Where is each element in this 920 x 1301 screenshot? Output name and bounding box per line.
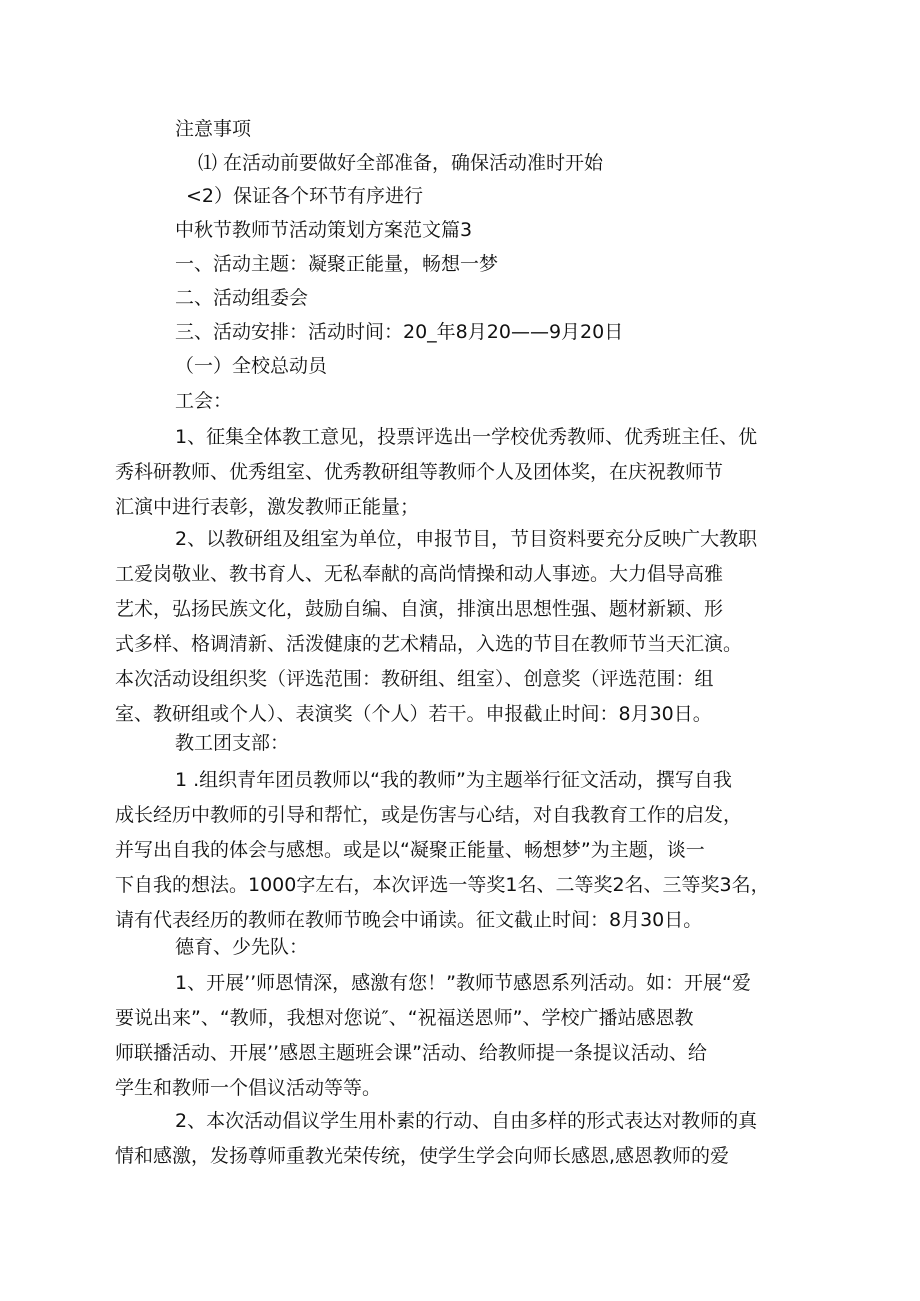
paragraph-line: 2、以教研组及组室为单位，申报节目，节目资料要充分反映广大教职 — [175, 528, 758, 550]
paragraph-line: 1 .组织青年团员教师以“我的教师”为主题举行征文活动，撰写自我 — [175, 769, 732, 791]
item-committee: 二、活动组委会 — [175, 287, 309, 309]
paragraph-line: 艺术，弘扬民族文化，鼓励自编、自演，排演出思想性强、题材新颖、形 — [115, 598, 724, 620]
note-2: <2）保证各个环节有序进行 — [186, 185, 424, 207]
moral-paragraph-2 — [115, 1104, 785, 1174]
paragraph-line: 汇演中进行表彰，激发教师正能量； — [115, 496, 420, 518]
paragraph-line: 工爱岗敬业、教书育人、无私奉献的高尚情操和动人事迹。大力倡导高雅 — [115, 563, 724, 585]
league-paragraph-1 — [115, 763, 785, 938]
paragraph-line: 本次活动设组织奖（评选范围：教研组、组室）、创意奖（评选范围：组 — [115, 668, 714, 690]
paragraph-line: 请有代表经历的教师在教师节晚会中诵读。征文截止时间：8月30日。 — [115, 909, 703, 931]
paragraph-line: 要说出来”、“教师，我想对您说″、“祝福送恩师”、学校广播站感恩教 — [115, 1007, 694, 1029]
league-label: 教工团支部： — [175, 732, 290, 754]
paragraph-line: 1、征集全体教工意见，投票评选出一学校优秀教师、优秀班主任、优 — [175, 426, 758, 448]
paragraph-line: 室、教研组或个人）、表演奖（个人）若干。申报截止时间：8月30日。 — [115, 703, 712, 725]
paragraph-line: 2、本次活动倡议学生用朴素的行动、自由多样的形式表达对教师的真 — [175, 1110, 758, 1132]
paragraph-line: 式多样、格调清新、活泼健康的艺术精品，入选的节目在教师节当天汇演。 — [115, 633, 743, 655]
notes-heading: 注意事项 — [175, 118, 252, 140]
paragraph-line: 1、开展’’师恩情深，感激有您！”教师节感恩系列活动。如：开展“爱 — [175, 972, 751, 994]
union-paragraph-1 — [115, 420, 785, 525]
paragraph-line: 并写出自我的体会与感想。或是以“凝聚正能量、畅想梦”为主题，谈一 — [115, 839, 705, 861]
item-schedule: 三、活动安排：活动时间：20_年8月20——9月20日 — [175, 321, 624, 343]
section-title: 中秋节教师节活动策划方案范文篇3 — [175, 219, 473, 241]
paragraph-line: 下自我的想法。1000字左右，本次评选一等奖1名、二等奖2名、三等奖3名， — [115, 874, 770, 896]
paragraph-line: 师联播活动、开展’’感恩主题班会课”活动、给教师提一条提议活动、给 — [115, 1042, 707, 1064]
paragraph-line: 成长经历中教师的引导和帮忙，或是伤害与心结，对自我教育工作的启发， — [115, 804, 743, 826]
paragraph-line: 学生和教师一个倡议活动等等。 — [115, 1077, 382, 1099]
union-label: 工会： — [175, 390, 233, 412]
note-1: ⑴ 在活动前要做好全部准备，确保活动准时开始 — [198, 152, 604, 174]
sub-heading-mobilization: （一）全校总动员 — [175, 355, 328, 377]
moral-label: 德育、少先队： — [175, 936, 309, 958]
item-theme: 一、活动主题：凝聚正能量，畅想一梦 — [175, 253, 499, 275]
union-paragraph-2 — [115, 522, 785, 732]
paragraph-line: 秀科研教师、优秀组室、优秀教研组等教师个人及团体奖，在庆祝教师节 — [115, 461, 724, 483]
paragraph-line: 情和感激，发扬尊师重教光荣传统，使学生学会向师长感恩,感恩教师的爱 — [115, 1145, 730, 1167]
moral-paragraph-1 — [115, 966, 785, 1106]
